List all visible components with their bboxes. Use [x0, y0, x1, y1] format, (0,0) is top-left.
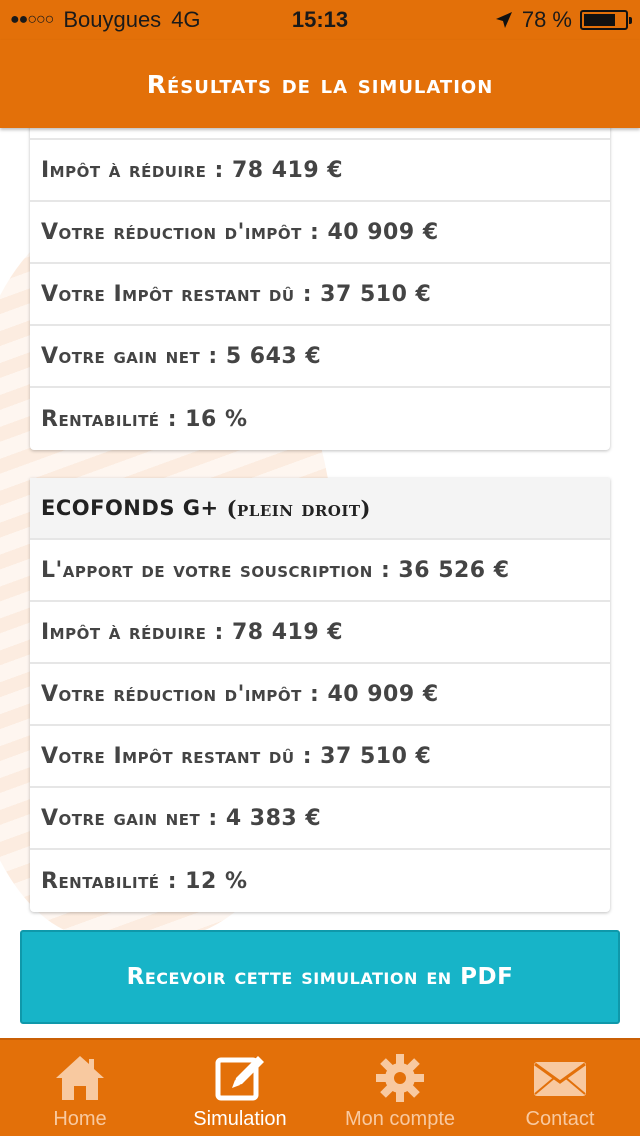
card-header: [30, 478, 610, 540]
receive-pdf-button[interactable]: Recevoir cette simulation en PDF: [20, 930, 620, 1024]
result-row-rentabilite: Rentabilité : 12 %: [41, 868, 248, 894]
carrier-name: Bouygues: [63, 7, 162, 32]
tab-mon-compte[interactable]: [320, 1040, 480, 1136]
result-row-impot-restant: Votre Impôt restant dû : 37 510 €: [30, 264, 610, 326]
tab-contact-label: Contact: [525, 1108, 595, 1130]
status-time: 15:13: [291, 7, 349, 32]
result-row-impot-a-reduire: Impôt à réduire : 78 419 €: [30, 140, 610, 202]
tab-home-label: Home: [53, 1108, 107, 1130]
tab-simulation[interactable]: [160, 1040, 320, 1136]
result-row-reduction: Votre réduction d'impôt : 40 909 €: [30, 664, 610, 726]
location-arrow-icon: [494, 10, 514, 30]
battery-icon: [580, 10, 628, 30]
battery-percent: 78 %: [521, 7, 572, 32]
envelope-icon: [532, 1050, 588, 1106]
tab-bar: [0, 1038, 640, 1136]
fund-subtitle: (plein droit): [226, 495, 371, 521]
result-row-apport: L'apport de votre souscription : 36 526 €: [30, 540, 610, 602]
status-bar: [0, 0, 640, 40]
fund-name: ECOFONDS G+: [41, 496, 219, 520]
result-row-reduction: Votre réduction d'impôt : 40 909 €: [30, 202, 610, 264]
tab-mon-compte-label: Mon compte: [344, 1108, 456, 1130]
home-icon: [52, 1050, 108, 1106]
network-type: 4G: [171, 7, 201, 32]
gear-icon: [372, 1050, 428, 1106]
tab-contact[interactable]: [480, 1040, 640, 1136]
signal-strength-icon: ●●○○○: [10, 11, 54, 28]
result-row-gain-net: Votre gain net : 4 383 €: [30, 788, 610, 850]
tab-home[interactable]: [0, 1040, 160, 1136]
result-row-impot-a-reduire: Impôt à réduire : 78 419 €: [30, 602, 610, 664]
result-row-gain-net: Votre gain net : 5 643 €: [30, 326, 610, 388]
results-scroll-area[interactable]: [0, 128, 640, 1038]
result-card: [30, 78, 610, 450]
status-right: [494, 0, 628, 40]
tab-simulation-label: Simulation: [193, 1108, 287, 1130]
result-row-rentabilite: Rentabilité : 16 %: [41, 406, 248, 432]
page-title: Résultats de la simulation: [0, 40, 640, 128]
battery-fill: [584, 14, 615, 26]
result-card-ecofonds: [30, 478, 610, 912]
edit-icon: [212, 1050, 268, 1106]
result-row-impot-restant: Votre Impôt restant dû : 37 510 €: [30, 726, 610, 788]
